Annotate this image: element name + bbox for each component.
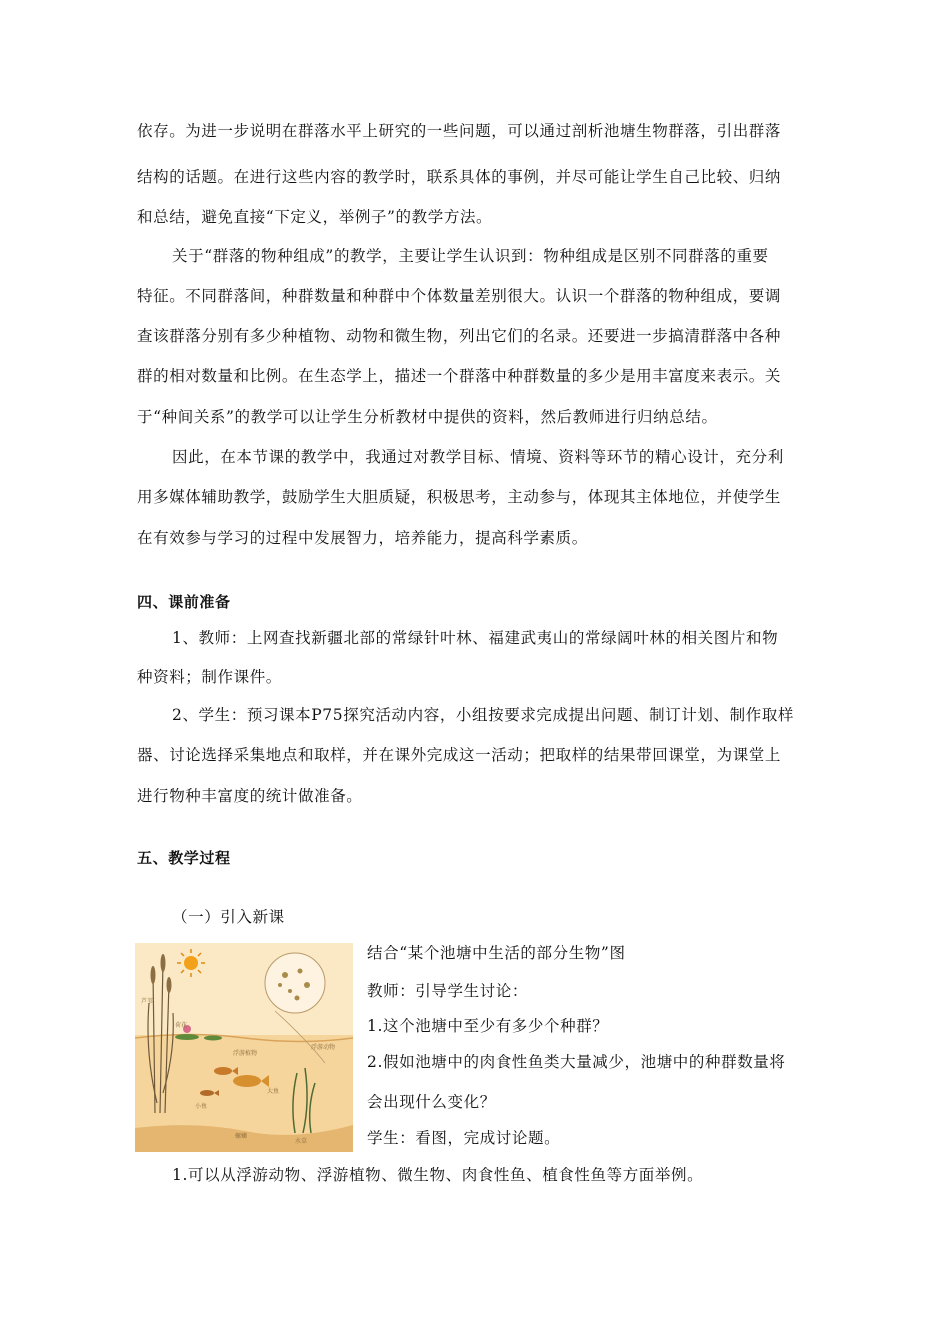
figure-label-small: 小鱼 xyxy=(195,1103,208,1110)
pond-ecosystem-figure xyxy=(135,943,353,1152)
prep2-line2: 器、讨论选择采集地点和取样，并在课外完成这一活动；把取样的结果带回课堂，为课堂上 xyxy=(137,746,782,764)
subheading-intro: （一）引入新课 xyxy=(172,908,285,926)
paragraph1-line3: 和总结，避免直接“下定义，举例子”的教学方法。 xyxy=(137,208,493,226)
question2-line1: 2.假如池塘中的肉食性鱼类大量减少，池塘中的种群数量将 xyxy=(367,1053,786,1071)
paragraph3-line1: 因此，在本节课的教学中，我通过对教学目标、情境、资料等环节的精心设计，充分利 xyxy=(172,448,784,466)
question1-line: 1.这个池塘中至少有多少个种群？ xyxy=(367,1017,609,1035)
student-task-line: 学生：看图，完成讨论题。 xyxy=(367,1129,561,1147)
paragraph2-line5: 于“种间关系”的教学可以让学生分析教材中提供的资料，然后教师进行归纳总结。 xyxy=(137,408,718,426)
paragraph3-line3: 在有效参与学习的过程中发展智力，培养能力，提高科学素质。 xyxy=(137,529,588,547)
section-heading-5: 五、教学过程 xyxy=(137,849,231,867)
paragraph3-line2: 用多媒体辅助教学，鼓励学生大胆质疑，积极思考，主动参与，体现其主体地位，并使学生 xyxy=(137,488,782,506)
paragraph1-line2: 结构的话题。在进行这些内容的教学时，联系具体的事例，并尽可能让学生自己比较、归纳 xyxy=(137,168,782,186)
pond-illustration xyxy=(135,943,353,1152)
prep2-line1: 2、学生：预习课本P75探究活动内容，小组按要求完成提出问题、制订计划、制作取样 xyxy=(172,706,795,724)
question2-line2: 会出现什么变化？ xyxy=(367,1093,496,1111)
section-heading-4: 四、课前准备 xyxy=(137,593,231,611)
figure-label-snail: 螺蛳 xyxy=(235,1133,248,1140)
prep1-line1: 1、教师：上网查找新疆北部的常绿针叶林、福建武夷山的常绿阔叶林的相关图片和物 xyxy=(172,629,779,647)
prep1-line2: 种资料；制作课件。 xyxy=(137,668,282,686)
teacher-guide-line: 教师：引导学生讨论： xyxy=(367,982,529,1000)
paragraph2-line3: 查该群落分别有多少种植物、动物和微生物，列出它们的名录。还要进一步搞清群落中各种 xyxy=(137,327,782,345)
figure-label-fish: 大鱼 xyxy=(267,1088,280,1095)
paragraph2-line2: 特征。不同群落间，种群数量和种群中个体数量差别很大。认识一个群落的物种组成，要调 xyxy=(137,287,782,305)
figure-label-plankton: 浮游动物 xyxy=(311,1044,336,1051)
answer1-line: 1.可以从浮游动物、浮游植物、微生物、肉食性鱼、植食性鱼等方面举例。 xyxy=(172,1166,704,1184)
figure-label-phyto: 浮游植物 xyxy=(233,1050,258,1057)
paragraph1-line1: 依存。为进一步说明在群落水平上研究的一些问题，可以通过剖析池塘生物群落，引出群落 xyxy=(137,122,782,140)
figure-label-lotus: 荷花 xyxy=(175,1022,188,1029)
paragraph2-line4: 群的相对数量和比例。在生态学上，描述一个群落中种群数量的多少是用丰富度来表示。关 xyxy=(137,367,782,385)
prep2-line3: 进行物种丰富度的统计做准备。 xyxy=(137,787,363,805)
figure-caption-line: 结合“某个池塘中生活的部分生物”图 xyxy=(367,944,626,962)
paragraph2-line1: 关于“群落的物种组成”的教学，主要让学生认识到：物种组成是区别不同群落的重要 xyxy=(172,247,769,265)
figure-label-water: 水草 xyxy=(295,1138,308,1145)
figure-label-reed: 芦苇 xyxy=(141,998,154,1005)
